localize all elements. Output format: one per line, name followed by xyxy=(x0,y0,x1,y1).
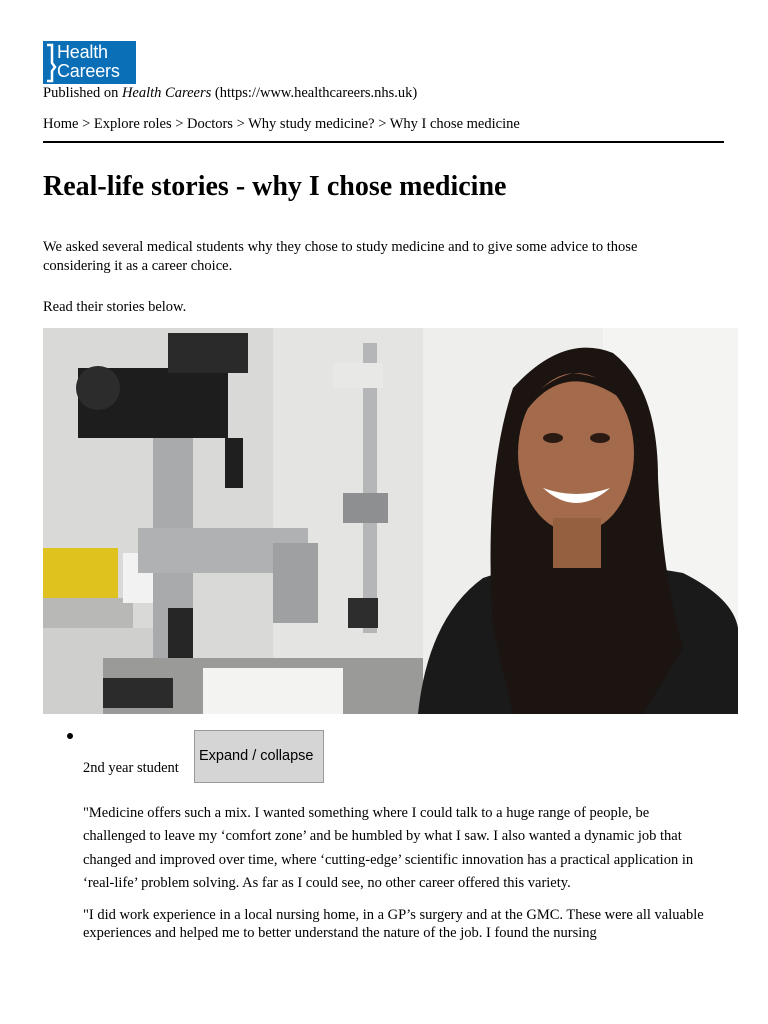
student-year-label: 2nd year student xyxy=(83,760,179,776)
breadcrumb-current-page: Why I chose medicine xyxy=(389,116,520,132)
header-divider xyxy=(43,141,724,143)
breadcrumb xyxy=(43,116,520,133)
student-photo xyxy=(43,328,738,714)
breadcrumb-separator: > xyxy=(78,116,94,132)
story-paragraph-2: "I did work experience in a local nursing home, in a GP’s surgery and at the GMC. These were all valuable experiences and helped me to better understand the nature of the job. I found the nursing xyxy=(83,907,704,941)
logo-line-1: Health xyxy=(57,42,108,62)
breadcrumb-separator: > xyxy=(232,116,249,132)
list-bullet xyxy=(67,733,73,739)
breadcrumb-why-study-medicine[interactable]: Why study medicine? xyxy=(248,116,375,132)
breadcrumb-home[interactable]: Home xyxy=(43,116,79,132)
logo-line-2: Careers xyxy=(57,61,120,81)
published-on-line xyxy=(43,85,417,102)
expand-collapse-button[interactable]: Expand / collapse xyxy=(194,730,324,783)
published-site-name: Health Careers xyxy=(121,85,212,101)
breadcrumb-separator: > xyxy=(171,116,188,132)
logo-wordmark xyxy=(57,41,120,84)
intro-paragraph: We asked several medical students why they chose to study medicine and to give some advice to those considering it as a career choice. xyxy=(43,239,638,274)
published-url: (https://www.healthcareers.nhs.uk) xyxy=(211,85,418,101)
health-careers-logo[interactable] xyxy=(43,41,136,84)
published-prefix: Published on xyxy=(43,85,122,101)
logo-bracket-icon xyxy=(43,41,57,84)
breadcrumb-separator: > xyxy=(374,116,390,132)
story-paragraph-1: "Medicine offers such a mix. I wanted something where I could talk to a huge range of people, be challenged to leave my ‘comfort zone’ and be humbled by what I saw. I also wanted a dynamic job that changed and improved over time, where ‘cutting-edge’ scientific innovation has a practical application in ‘real-life’ problem solving. As far as I could see, no other career offered this variety. xyxy=(83,805,694,891)
page-title: Real-life stories - why I chose medicine xyxy=(43,171,507,202)
breadcrumb-explore-roles[interactable]: Explore roles xyxy=(93,116,172,132)
breadcrumb-doctors[interactable]: Doctors xyxy=(187,116,233,132)
read-stories-text: Read their stories below. xyxy=(43,299,187,315)
